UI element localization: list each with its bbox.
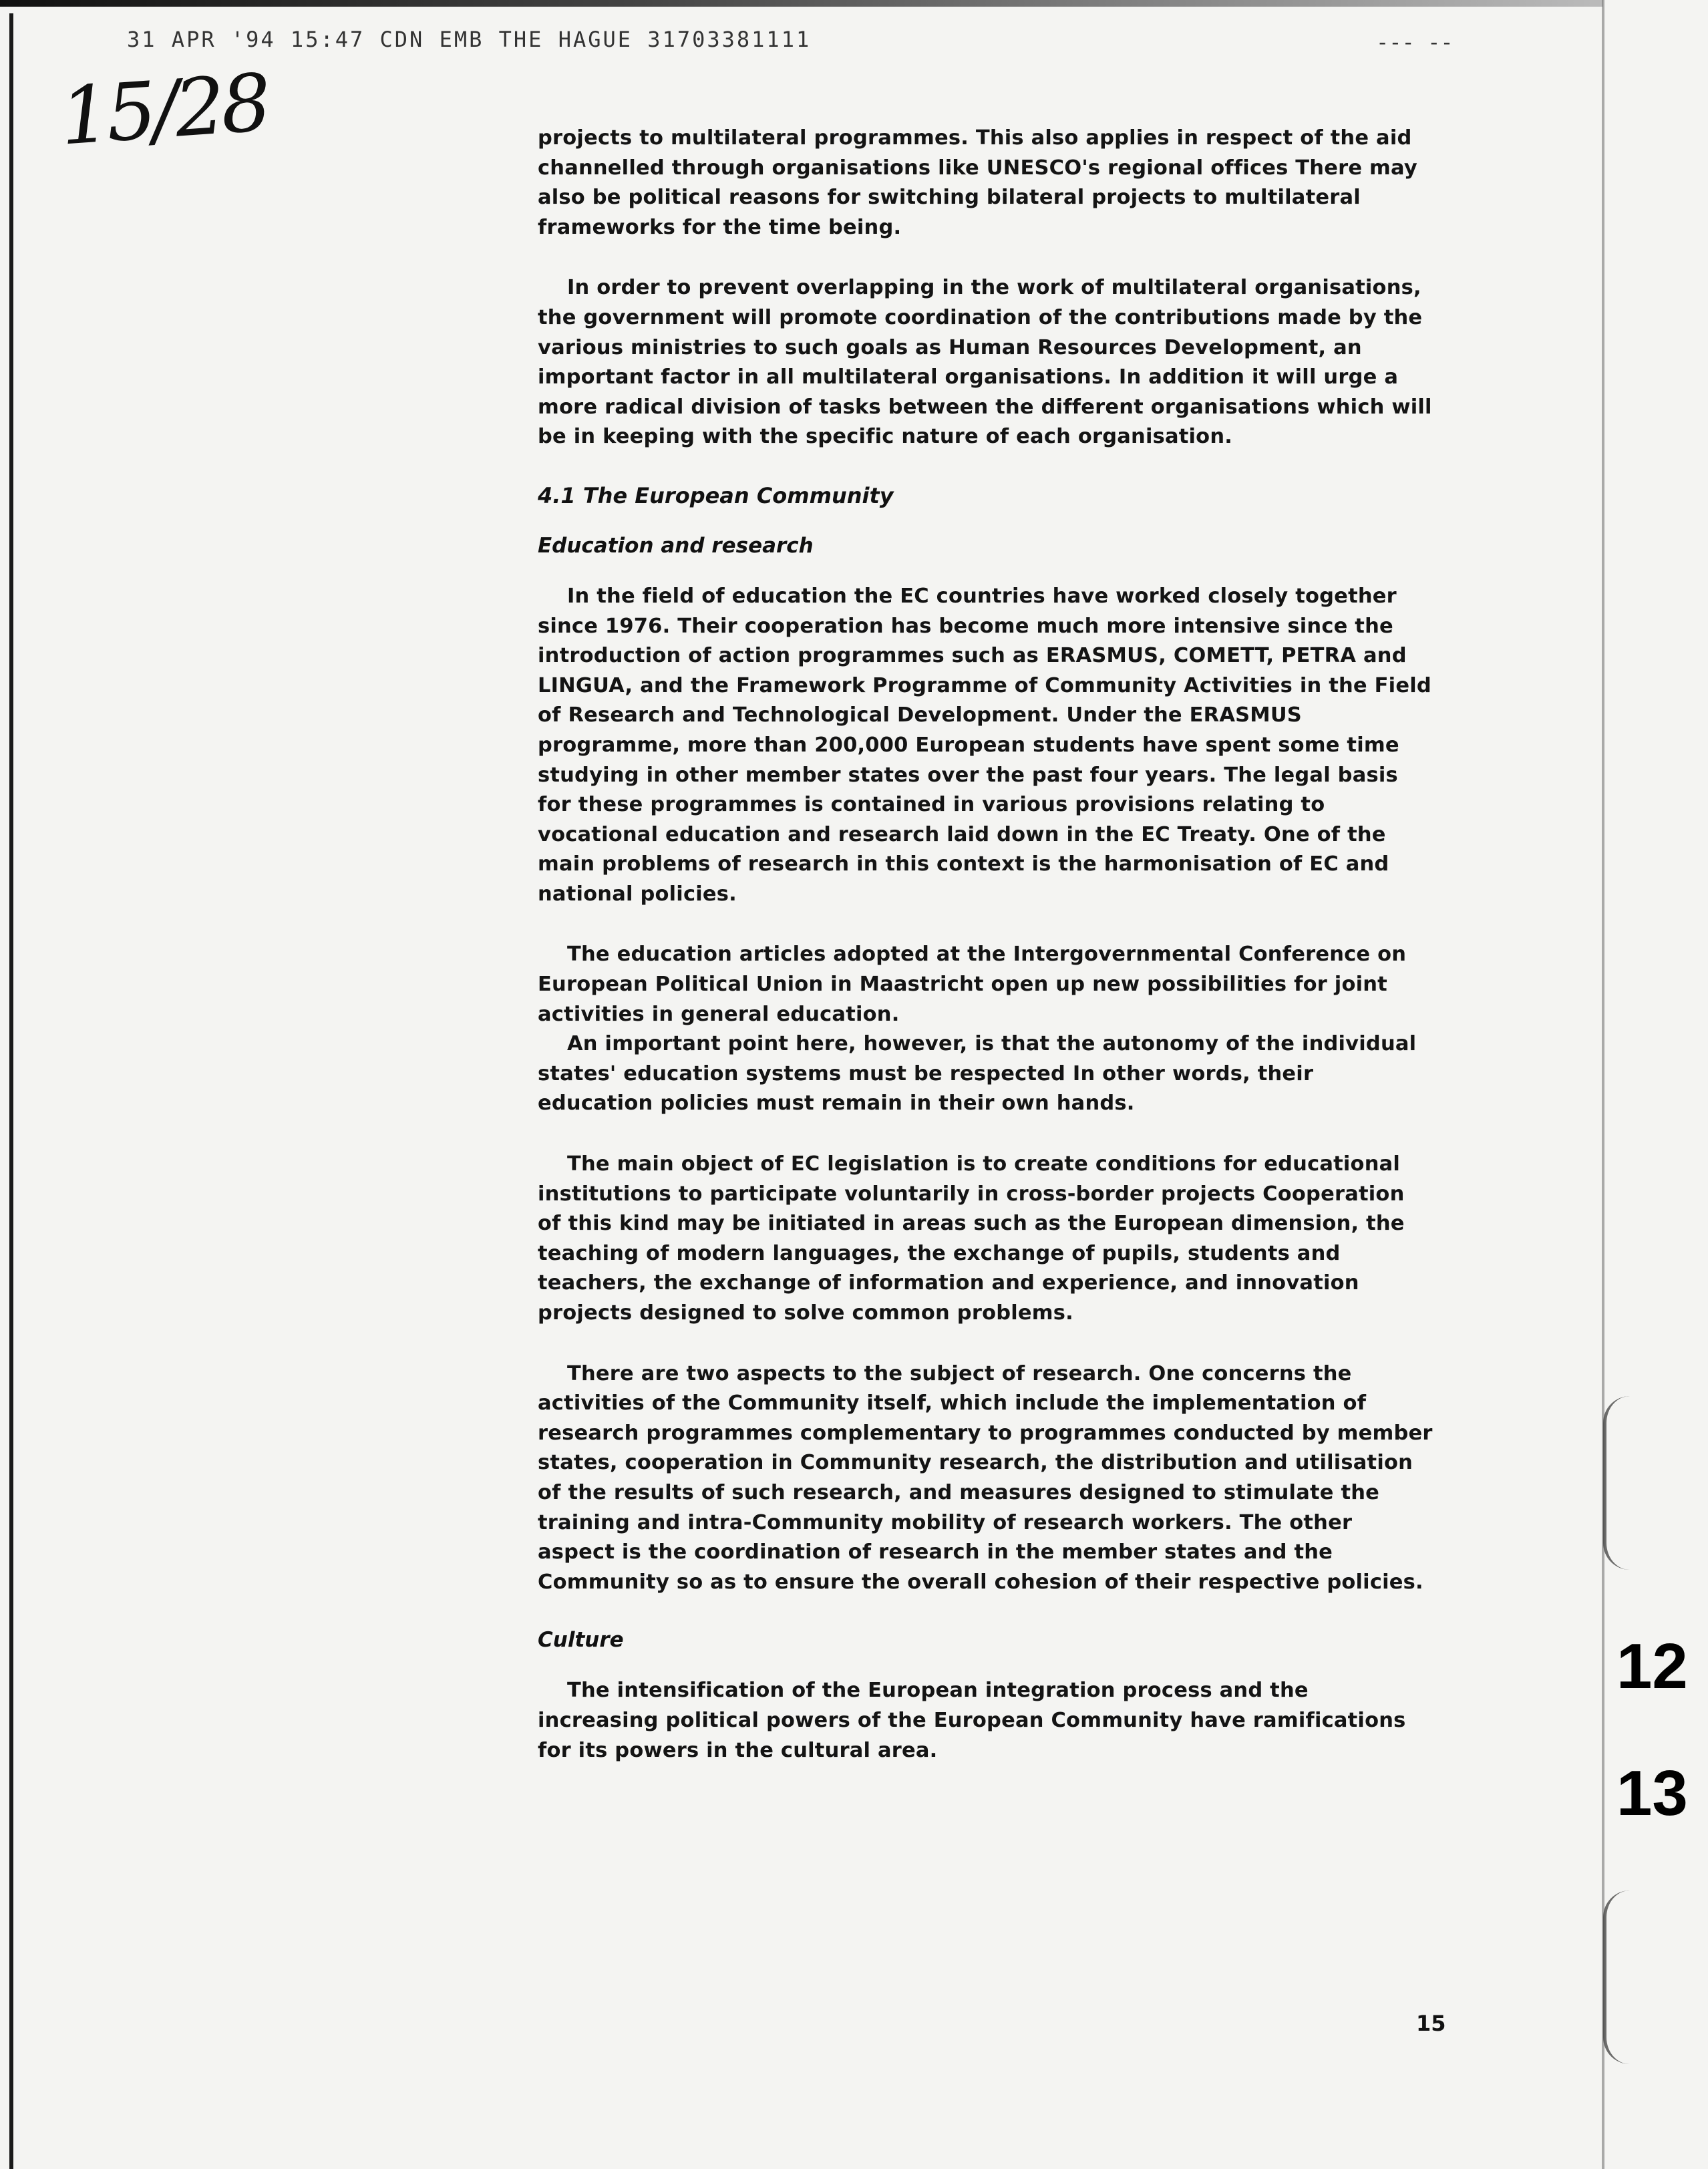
margin-bracket	[1603, 1396, 1660, 1570]
paragraph-4b: An important point here, however, is that the autonomy of the individual states' education systems must be respected In other words, their education policies must remain in their own hands.	[538, 1032, 1417, 1116]
fax-trailer: --- --	[1376, 29, 1454, 55]
subheading-education: Education and research	[538, 533, 814, 558]
paragraph-3: In the field of education the EC countries have worked closely together since 1976. Their cooperation has become much more intensive since the introduction of action programmes such as ERASMUS, COMETT, PETRA and LINGUA, and the Framework Programme of Community Activities in the Field of Research and Technological Development. Under the ERASMUS programme, more than 200,000 European students have spent some time studying in other member states over the past four years. The legal basis for these programmes is contained in various provisions relating to vocational education and research laid down in the EC Treaty. One of the main problems of research in this context is the harmonisation of EC and national policies.	[538, 584, 1431, 906]
paragraph-2: In order to prevent overlapping in the work of multilateral organisations, the government will promote coordination of the contributions made by the various ministries to such goals as Human Resources Development, an important factor in all multilateral organisations. In addition it will urge a more radical division of tasks between the different organisations which will be in keeping with the specific nature of each organisation.	[538, 276, 1432, 449]
page-number: 15	[1416, 2011, 1446, 2036]
scan-right-edge	[1602, 0, 1604, 2169]
paragraph-6: There are two aspects to the subject of research. One concerns the activities of the Community itself, which include the implementation of research programmes complementary to programmes conducted by member states, cooperation in Community research, the distribution and utilisation of the results of such research, and measures designed to stimulate the training and intra-Community mobility of research workers. The other aspect is the coordination of research in the member states and the Community so as to ensure the overall cohesion of their respective policies.	[538, 1361, 1433, 1594]
margin-number-13: 13	[1616, 1758, 1688, 1829]
paragraph-4a: The education articles adopted at the Intergovernmental Conference on European Political Union in Maastricht open up new possibilities for joint activities in general education.	[538, 943, 1407, 1026]
scan-top-edge	[0, 0, 1603, 7]
paragraph-1: projects to multilateral programmes. This also applies in respect of the aid channelled through organisations like UNESCO's regional offices There may also be political reasons for switching bilateral projects to multilateral frameworks for the time being.	[538, 126, 1417, 239]
fax-header: 31 APR '94 15:47 CDN EMB THE HAGUE 31703381111	[127, 27, 812, 52]
margin-bracket-lower	[1603, 1890, 1660, 2064]
handwritten-page-mark: 15/28	[57, 56, 271, 163]
subheading-culture: Culture	[538, 1628, 624, 1653]
paragraph-7: The intensification of the European integration process and the increasing political powers of the European Community have ramifications for its powers in the cultural area.	[538, 1679, 1406, 1762]
document-body	[538, 124, 1433, 1796]
margin-number-12: 12	[1616, 1631, 1688, 1702]
section-heading: 4.1 The European Community	[538, 482, 894, 508]
scan-left-edge	[9, 13, 13, 2169]
paragraph-5: The main object of EC legislation is to create conditions for educational institutions to participate voluntarily in cross-border projects Cooperation of this kind may be initiated in areas such as the European dimension, the teaching of modern languages, the exchange of pupils, students and teachers, the exchange of information and experience, and innovation projects designed to solve common problems.	[538, 1152, 1405, 1325]
